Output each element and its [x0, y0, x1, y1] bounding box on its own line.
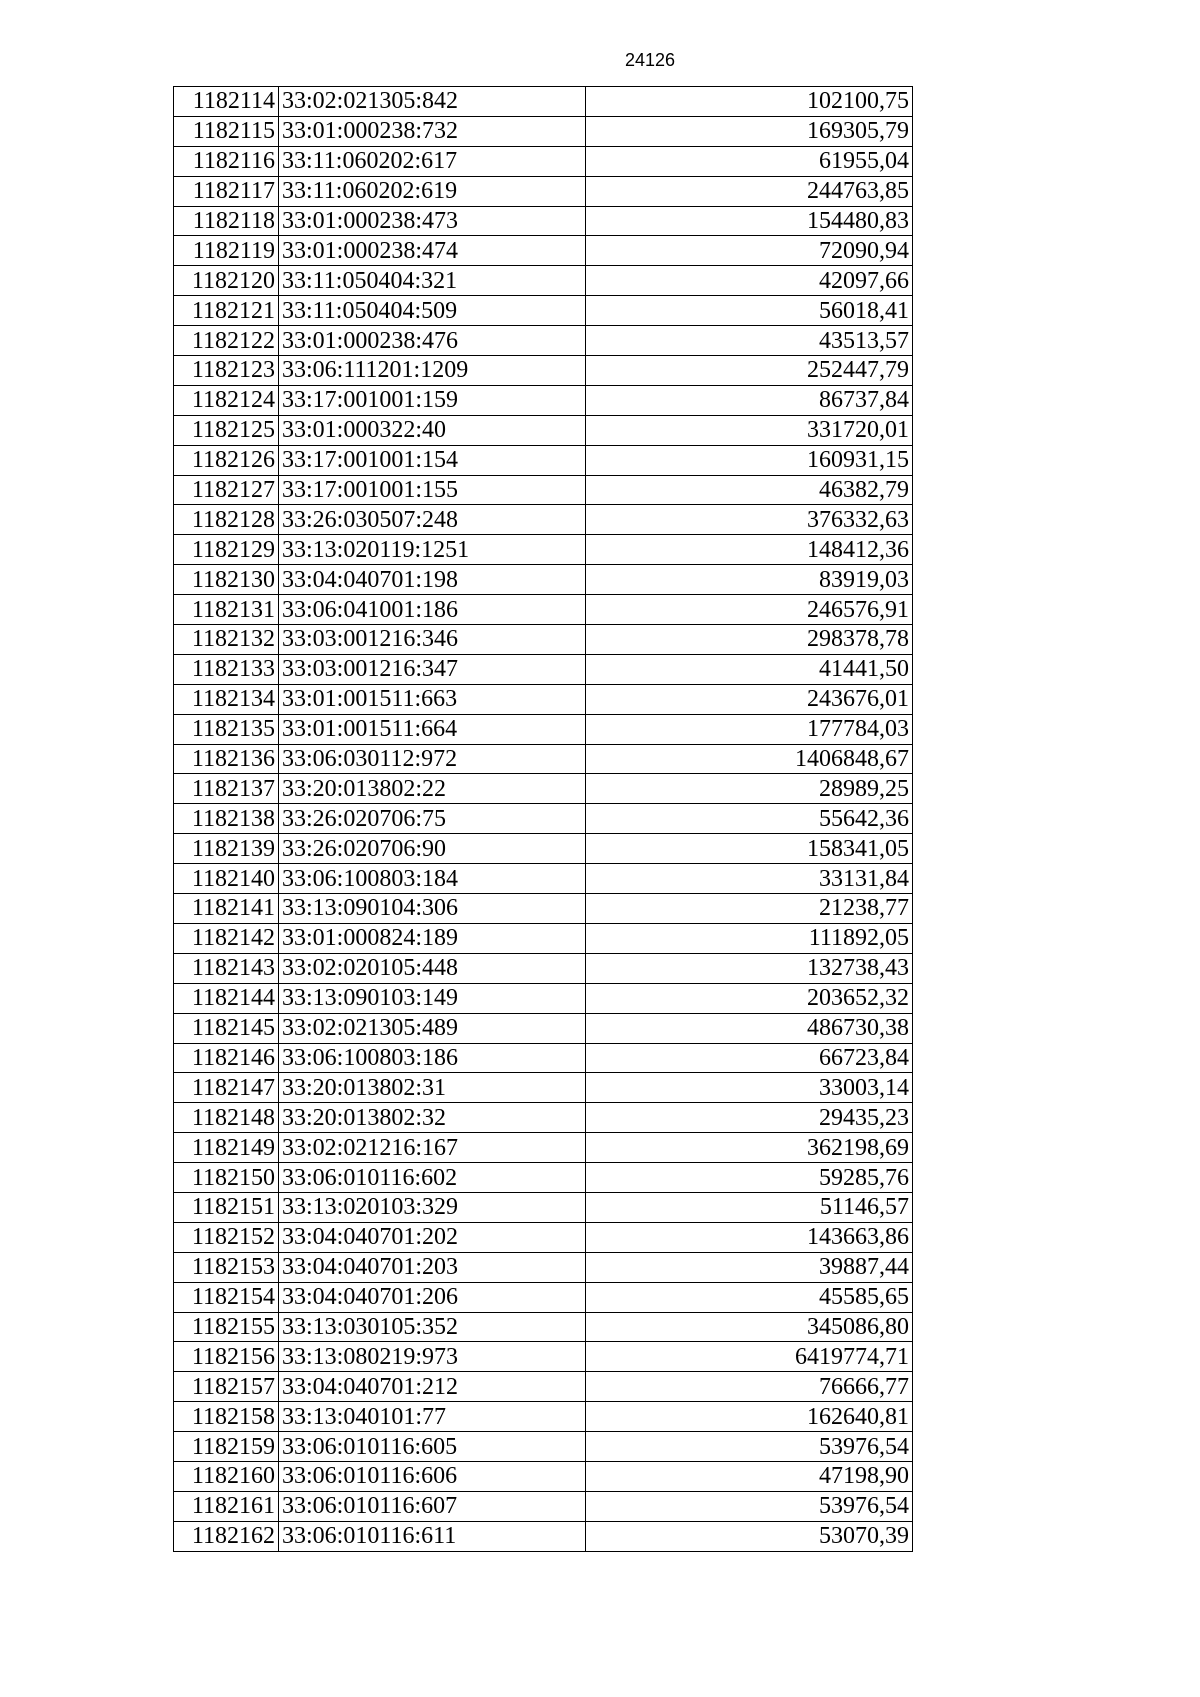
table-row: [174, 505, 913, 535]
row-id-cell: 1182138: [174, 804, 279, 834]
cadastral-number-cell: 33:01:000824:189: [279, 923, 586, 953]
cadastral-value-cell: 158341,05: [586, 834, 913, 864]
cadastral-value-cell: 154480,83: [586, 206, 913, 236]
cadastral-value-cell: 59285,76: [586, 1163, 913, 1193]
row-id-cell: 1182119: [174, 236, 279, 266]
cadastral-value-cell: 43513,57: [586, 326, 913, 356]
cadastral-value-cell: 244763,85: [586, 176, 913, 206]
cadastral-number-cell: 33:11:060202:619: [279, 176, 586, 206]
cadastral-value-cell: 298378,78: [586, 625, 913, 655]
table-row: [174, 1461, 913, 1491]
table-row: [174, 625, 913, 655]
table-row: [174, 1133, 913, 1163]
row-id-cell: 1182134: [174, 684, 279, 714]
cadastral-value-cell: 47198,90: [586, 1461, 913, 1491]
row-id-cell: 1182153: [174, 1252, 279, 1282]
row-id-cell: 1182152: [174, 1222, 279, 1252]
row-id-cell: 1182149: [174, 1133, 279, 1163]
cadastral-number-cell: 33:04:040701:202: [279, 1222, 586, 1252]
cadastral-value-cell: 177784,03: [586, 714, 913, 744]
cadastral-number-cell: 33:02:021305:489: [279, 1013, 586, 1043]
table-row: [174, 1192, 913, 1222]
table-row: [174, 1521, 913, 1551]
table-row: [174, 834, 913, 864]
table-row: [174, 1432, 913, 1462]
cadastral-value-cell: 33003,14: [586, 1073, 913, 1103]
row-id-cell: 1182142: [174, 923, 279, 953]
cadastral-number-cell: 33:13:020103:329: [279, 1192, 586, 1222]
cadastral-value-cell: 53976,54: [586, 1491, 913, 1521]
row-id-cell: 1182155: [174, 1312, 279, 1342]
cadastral-value-cell: 53976,54: [586, 1432, 913, 1462]
cadastral-value-cell: 66723,84: [586, 1043, 913, 1073]
cadastral-number-cell: 33:13:080219:973: [279, 1342, 586, 1372]
table-row: [174, 206, 913, 236]
cadastral-value-cell: 41441,50: [586, 654, 913, 684]
cadastral-value-table: [173, 86, 913, 1552]
cadastral-value-cell: 162640,81: [586, 1402, 913, 1432]
table-row: [174, 953, 913, 983]
row-id-cell: 1182147: [174, 1073, 279, 1103]
table-row: [174, 236, 913, 266]
cadastral-value-cell: 160931,15: [586, 445, 913, 475]
row-id-cell: 1182154: [174, 1282, 279, 1312]
table-row: [174, 1103, 913, 1133]
cadastral-number-cell: 33:04:040701:198: [279, 565, 586, 595]
cadastral-value-cell: 72090,94: [586, 236, 913, 266]
cadastral-value-cell: 252447,79: [586, 356, 913, 386]
row-id-cell: 1182156: [174, 1342, 279, 1372]
cadastral-number-cell: 33:02:020105:448: [279, 953, 586, 983]
cadastral-number-cell: 33:13:090103:149: [279, 983, 586, 1013]
cadastral-number-cell: 33:20:013802:32: [279, 1103, 586, 1133]
table-row: [174, 1013, 913, 1043]
row-id-cell: 1182159: [174, 1432, 279, 1462]
row-id-cell: 1182140: [174, 864, 279, 894]
row-id-cell: 1182143: [174, 953, 279, 983]
cadastral-number-cell: 33:03:001216:347: [279, 654, 586, 684]
row-id-cell: 1182136: [174, 744, 279, 774]
cadastral-value-cell: 46382,79: [586, 475, 913, 505]
cadastral-number-cell: 33:13:040101:77: [279, 1402, 586, 1432]
cadastral-number-cell: 33:06:010116:605: [279, 1432, 586, 1462]
cadastral-number-cell: 33:26:020706:75: [279, 804, 586, 834]
page-number: [0, 50, 1200, 71]
table-row: [174, 774, 913, 804]
cadastral-value-cell: 42097,66: [586, 266, 913, 296]
row-id-cell: 1182124: [174, 385, 279, 415]
cadastral-number-cell: 33:01:000238:473: [279, 206, 586, 236]
row-id-cell: 1182133: [174, 654, 279, 684]
cadastral-value-cell: 102100,75: [586, 87, 913, 117]
cadastral-number-cell: 33:26:020706:90: [279, 834, 586, 864]
cadastral-number-cell: 33:20:013802:31: [279, 1073, 586, 1103]
cadastral-value-cell: 143663,86: [586, 1222, 913, 1252]
cadastral-number-cell: 33:13:090104:306: [279, 894, 586, 924]
row-id-cell: 1182132: [174, 625, 279, 655]
cadastral-value-cell: 56018,41: [586, 296, 913, 326]
cadastral-number-cell: 33:06:010116:607: [279, 1491, 586, 1521]
row-id-cell: 1182128: [174, 505, 279, 535]
table-row: [174, 326, 913, 356]
row-id-cell: 1182151: [174, 1192, 279, 1222]
row-id-cell: 1182131: [174, 595, 279, 625]
cadastral-number-cell: 33:01:000238:476: [279, 326, 586, 356]
table-row: [174, 1252, 913, 1282]
cadastral-number-cell: 33:01:001511:663: [279, 684, 586, 714]
cadastral-value-cell: 246576,91: [586, 595, 913, 625]
row-id-cell: 1182125: [174, 415, 279, 445]
cadastral-number-cell: 33:01:000322:40: [279, 415, 586, 445]
cadastral-number-cell: 33:11:050404:509: [279, 296, 586, 326]
cadastral-value-cell: 86737,84: [586, 385, 913, 415]
cadastral-number-cell: 33:04:040701:212: [279, 1372, 586, 1402]
table-row: [174, 744, 913, 774]
cadastral-number-cell: 33:01:001511:664: [279, 714, 586, 744]
row-id-cell: 1182121: [174, 296, 279, 326]
row-id-cell: 1182118: [174, 206, 279, 236]
table-row: [174, 1043, 913, 1073]
table-row: [174, 415, 913, 445]
cadastral-number-cell: 33:06:041001:186: [279, 595, 586, 625]
row-id-cell: 1182141: [174, 894, 279, 924]
cadastral-number-cell: 33:06:010116:611: [279, 1521, 586, 1551]
cadastral-number-cell: 33:06:030112:972: [279, 744, 586, 774]
row-id-cell: 1182139: [174, 834, 279, 864]
cadastral-value-cell: 33131,84: [586, 864, 913, 894]
table-row: [174, 296, 913, 326]
table-row: [174, 714, 913, 744]
table-row: [174, 266, 913, 296]
cadastral-number-cell: 33:17:001001:154: [279, 445, 586, 475]
table-row: [174, 146, 913, 176]
table-row: [174, 445, 913, 475]
table-row: [174, 1402, 913, 1432]
table-row: [174, 1312, 913, 1342]
row-id-cell: 1182120: [174, 266, 279, 296]
cadastral-value-cell: 169305,79: [586, 116, 913, 146]
cadastral-value-cell: 61955,04: [586, 146, 913, 176]
cadastral-value-cell: 6419774,71: [586, 1342, 913, 1372]
table-row: [174, 565, 913, 595]
cadastral-value-cell: 331720,01: [586, 415, 913, 445]
row-id-cell: 1182129: [174, 535, 279, 565]
cadastral-value-cell: 345086,80: [586, 1312, 913, 1342]
cadastral-number-cell: 33:26:030507:248: [279, 505, 586, 535]
row-id-cell: 1182127: [174, 475, 279, 505]
cadastral-number-cell: 33:13:020119:1251: [279, 535, 586, 565]
cadastral-number-cell: 33:17:001001:155: [279, 475, 586, 505]
table-row: [174, 804, 913, 834]
table-row: [174, 864, 913, 894]
cadastral-value-cell: 132738,43: [586, 953, 913, 983]
table-row: [174, 595, 913, 625]
cadastral-value-cell: 45585,65: [586, 1282, 913, 1312]
cadastral-number-cell: 33:06:010116:606: [279, 1461, 586, 1491]
cadastral-value-cell: 148412,36: [586, 535, 913, 565]
table-row: [174, 535, 913, 565]
table-row: [174, 1073, 913, 1103]
row-id-cell: 1182117: [174, 176, 279, 206]
cadastral-value-cell: 362198,69: [586, 1133, 913, 1163]
row-id-cell: 1182150: [174, 1163, 279, 1193]
row-id-cell: 1182135: [174, 714, 279, 744]
cadastral-value-cell: 83919,03: [586, 565, 913, 595]
cadastral-number-cell: 33:11:060202:617: [279, 146, 586, 176]
cadastral-number-cell: 33:20:013802:22: [279, 774, 586, 804]
cadastral-number-cell: 33:02:021305:842: [279, 87, 586, 117]
cadastral-value-cell: 55642,36: [586, 804, 913, 834]
row-id-cell: 1182160: [174, 1461, 279, 1491]
cadastral-value-cell: 76666,77: [586, 1372, 913, 1402]
row-id-cell: 1182114: [174, 87, 279, 117]
row-id-cell: 1182115: [174, 116, 279, 146]
cadastral-number-cell: 33:06:010116:602: [279, 1163, 586, 1193]
cadastral-number-cell: 33:03:001216:346: [279, 625, 586, 655]
table-row: [174, 475, 913, 505]
cadastral-number-cell: 33:01:000238:474: [279, 236, 586, 266]
cadastral-number-cell: 33:01:000238:732: [279, 116, 586, 146]
cadastral-value-cell: 1406848,67: [586, 744, 913, 774]
row-id-cell: 1182123: [174, 356, 279, 386]
cadastral-number-cell: 33:06:111201:1209: [279, 356, 586, 386]
row-id-cell: 1182157: [174, 1372, 279, 1402]
cadastral-number-cell: 33:02:021216:167: [279, 1133, 586, 1163]
cadastral-number-cell: 33:11:050404:321: [279, 266, 586, 296]
page-number-text: 24126: [624, 50, 676, 70]
table-row: [174, 684, 913, 714]
cadastral-value-cell: 243676,01: [586, 684, 913, 714]
row-id-cell: 1182161: [174, 1491, 279, 1521]
table-row: [174, 116, 913, 146]
table-row: [174, 87, 913, 117]
table-body: [174, 87, 913, 1552]
row-id-cell: 1182158: [174, 1402, 279, 1432]
table-row: [174, 983, 913, 1013]
row-id-cell: 1182137: [174, 774, 279, 804]
table-row: [174, 1342, 913, 1372]
table-row: [174, 176, 913, 206]
table-row: [174, 894, 913, 924]
row-id-cell: 1182122: [174, 326, 279, 356]
cadastral-value-cell: 111892,05: [586, 923, 913, 953]
row-id-cell: 1182130: [174, 565, 279, 595]
row-id-cell: 1182144: [174, 983, 279, 1013]
cadastral-value-cell: 39887,44: [586, 1252, 913, 1282]
table-row: [174, 1491, 913, 1521]
cadastral-number-cell: 33:06:100803:184: [279, 864, 586, 894]
row-id-cell: 1182145: [174, 1013, 279, 1043]
cadastral-value-cell: 53070,39: [586, 1521, 913, 1551]
cadastral-number-cell: 33:13:030105:352: [279, 1312, 586, 1342]
table-row: [174, 1372, 913, 1402]
cadastral-value-cell: 21238,77: [586, 894, 913, 924]
table-row: [174, 1222, 913, 1252]
cadastral-value-cell: 51146,57: [586, 1192, 913, 1222]
cadastral-number-cell: 33:17:001001:159: [279, 385, 586, 415]
cadastral-number-cell: 33:06:100803:186: [279, 1043, 586, 1073]
row-id-cell: 1182146: [174, 1043, 279, 1073]
cadastral-number-cell: 33:04:040701:206: [279, 1282, 586, 1312]
cadastral-number-cell: 33:04:040701:203: [279, 1252, 586, 1282]
table-row: [174, 1282, 913, 1312]
cadastral-value-cell: 376332,63: [586, 505, 913, 535]
table-row: [174, 1163, 913, 1193]
cadastral-value-cell: 28989,25: [586, 774, 913, 804]
table-row: [174, 356, 913, 386]
cadastral-value-cell: 486730,38: [586, 1013, 913, 1043]
row-id-cell: 1182126: [174, 445, 279, 475]
table-row: [174, 385, 913, 415]
row-id-cell: 1182148: [174, 1103, 279, 1133]
row-id-cell: 1182116: [174, 146, 279, 176]
cadastral-value-cell: 203652,32: [586, 983, 913, 1013]
cadastral-value-cell: 29435,23: [586, 1103, 913, 1133]
table-row: [174, 923, 913, 953]
table-row: [174, 654, 913, 684]
row-id-cell: 1182162: [174, 1521, 279, 1551]
